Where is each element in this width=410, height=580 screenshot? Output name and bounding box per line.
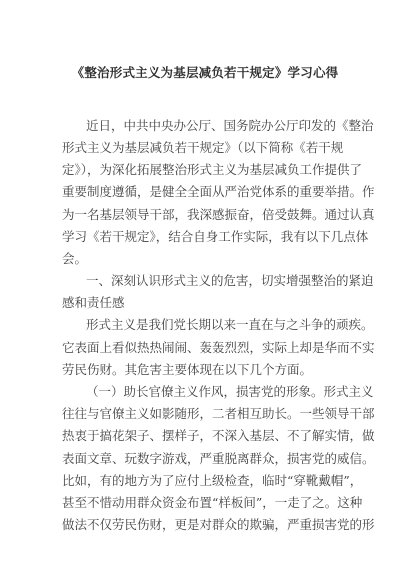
paragraph-line: 形式主义为基层减负若干规定》（以下简称《若干规 (62, 140, 344, 155)
paragraph-line: 学习《若干规定》，结合自身工作实际，我有以下几点体 (62, 229, 369, 244)
paragraph-line: 形式主义是我们党长期以来一直在与之斗争的顽疾。 (86, 317, 374, 332)
paragraph-line: （一）助长官僚主义作风，损害党的形象。形式主义 (86, 384, 374, 399)
paragraph-line: 劳民伤财。其危害主要体现在以下几个方面。 (62, 362, 313, 377)
paragraph-line: 重要制度遵循，是健全全面从严治党体系的重要举措。作 (62, 184, 375, 199)
document-title: 《整治形式主义为基层减负若干规定》学习心得 (71, 65, 339, 80)
paragraph-line: 近日，中共中央办公厅、国务院办公厅印发的《整治 (86, 118, 374, 133)
paragraph-line: 为一名基层领导干部，我深感振奋，倍受鼓舞。通过认真 (62, 207, 375, 222)
paragraph-line: 甚至不惜动用群众资金布置“样板间”，一走了之。这种 (62, 495, 363, 510)
section-heading: 感和责任感 (62, 295, 125, 310)
paragraph-line: 它表面上看似热热闹闹、轰轰烈烈，实际上却是华而不实 (62, 340, 375, 355)
paragraph-line: 定》），为深化拓展整治形式主义为基层减负工作提供了 (62, 162, 363, 177)
section-heading: 一、深刻认识形式主义的危害，切实增强整治的紧迫 (86, 273, 374, 288)
paragraph-line: 热衷于搞花架子、摆样子，不深入基层、不了解实情，做 (62, 428, 375, 443)
paragraph-line: 做法不仅劳民伤财，更是对群众的欺骗，严重损害党的形 (62, 517, 375, 532)
paragraph-line: 往往与官僚主义如影随形，二者相互助长。一些领导干部 (62, 406, 375, 421)
paragraph-line: 表面文章、玩数字游戏，严重脱离群众，损害党的威信。 (62, 451, 375, 466)
paragraph-line: 比如，有的地方为了应付上级检查，临时“穿靴戴帽”， (62, 473, 363, 488)
paragraph-line: 会。 (62, 251, 88, 266)
